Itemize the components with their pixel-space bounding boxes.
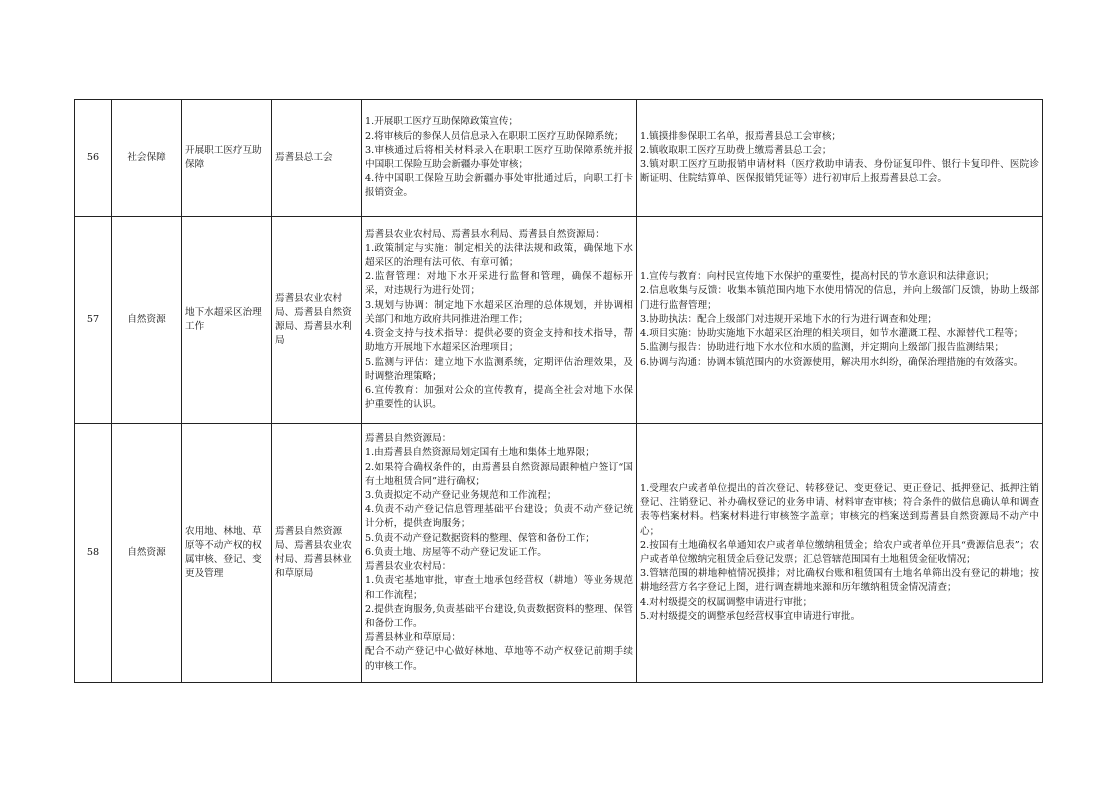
text-line: 6.负责土地、房屋等不动产登记发证工作。	[365, 546, 547, 558]
table-row	[75, 424, 1043, 683]
text-line: 3.管辖范围的耕地种植情况摸排；对比确权台账和租赁国有土地名单筛出没有登记的耕地；按耕地经营方名字登记上图，进行调查耕地来源和历年缴纳租赁金情况清查；	[640, 568, 1039, 594]
responsible-unit-cell: 焉耆县总工会	[272, 100, 362, 217]
text-line: 1.政策制定与实施：制定相关的法律法规和政策，确保地下水超采区的治理有法可依、有章可循；	[365, 242, 633, 269]
text-line: 5.对村级提交的调整承包经营权事宜申请进行审批。	[640, 610, 861, 622]
text-line: 1.镇摸排参保职工名单，报焉耆县总工会审核；	[640, 130, 842, 142]
text-line: 焉耆县林业和草原局：	[365, 632, 461, 644]
text-line: 4.待中国职工保险互助会新疆办事处审批通过后，向职工打卡报销资金。	[365, 173, 633, 199]
text-line: 1.受理农户或者单位提出的首次登记、转移登记、变更登记、更正登记、抵押登记、抵押注销登记、注销登记、补办确权登记的业务申请、材料审查审核；符合条件的做信息确认单和调查表等档案材料。档案材料进行审核签字盖章；审核完的档案送到焉耆县自然资源局不动产中心；	[640, 482, 1039, 537]
department-duties-cell	[362, 100, 637, 217]
text-line: 1.负责宅基地审批，审查土地承包经营权（耕地）等业务规范和工作流程；	[365, 575, 633, 601]
text-line: 焉耆县农业农村局、焉耆县水利局、焉耆县自然资源局：	[365, 228, 605, 240]
responsible-unit-cell: 焉耆县农业农村局、焉耆县自然资源局、焉耆县水利局	[272, 217, 362, 424]
table-row	[75, 217, 1043, 424]
text-line: 3.负责拟定不动产登记业务规范和工作流程；	[365, 490, 557, 502]
text-line: 5.监测与报告：协助进行地下水水位和水质的监测，并定期向上级部门报告监测结果；	[640, 342, 1005, 354]
table-row	[75, 100, 1043, 217]
text-line: 3.镇对职工医疗互助报销申请材料（医疗救助申请表、身份证复印件、银行卡复印件、医院诊断证明、住院结算单、医保报销凭证等）进行初审后上报焉耆县总工会。	[640, 159, 1039, 185]
text-line: 1.宣传与教育：向村民宣传地下水保护的重要性，提高村民的节水意识和法律意识；	[640, 271, 995, 283]
text-line: 配合不动产登记中心做好林地、草地等不动产权登记前期手续的审核工作。	[365, 646, 633, 672]
text-line: 4.资金支持与技术指导：提供必要的资金支持和技术指导，帮助地方开展地下水超采区治理项目；	[365, 328, 633, 354]
text-line: 2.提供查询服务,负责基础平台建设,负责数据资料的整理、保管和备份工作。	[365, 603, 633, 629]
item-cell: 开展职工医疗互助保障	[182, 100, 272, 217]
responsible-unit-cell: 焉耆县自然资源局、焉耆县农业农村局、焉耆县林业和草原局	[272, 424, 362, 683]
item-cell: 农用地、林地、草原等不动产权的权属审核、登记、变更及管理	[182, 424, 272, 683]
text-line: 3.规划与协调：制定地下水超采区治理的总体规划，并协调相关部门和地方政府共同推进治理工作；	[365, 299, 633, 325]
text-line: 焉耆县自然资源局：	[365, 433, 452, 445]
text-line: 2.信息收集与反馈：收集本镇范围内地下水使用情况的信息，并向上级部门反馈，协助上级部门进行监督管理；	[640, 285, 1039, 311]
row-number: 58	[75, 424, 112, 683]
row-number: 57	[75, 217, 112, 424]
text-line: 4.对村级提交的权属调整申请进行审批；	[640, 596, 813, 608]
text-line: 焉耆县农业农村局：	[365, 561, 452, 573]
text-line: 6.协调与沟通：协调本镇范围内的水资源使用，解决用水纠纷，确保治理措施的有效落实。	[640, 356, 1024, 368]
category-cell: 自然资源	[112, 424, 182, 683]
town-duties-cell	[637, 424, 1043, 683]
town-duties-cell	[637, 100, 1043, 217]
text-line: 2.监督管理：对地下水开采进行监督和管理，确保不超标开采，对违规行为进行处罚；	[365, 271, 633, 297]
item-cell: 地下水超采区治理工作	[182, 217, 272, 424]
text-line: 1.由焉耆县自然资源局划定国有土地和集体土地界限；	[365, 447, 595, 459]
text-line: 6.宣传教育：加强对公众的宣传教育，提高全社会对地下水保护重要性的认识。	[365, 384, 633, 411]
text-line: 4.负责不动产登记信息管理基础平台建设；负责不动产登记统计分析，提供查询服务；	[365, 504, 633, 530]
text-line: 2.按国有土地确权名单通知农户或者单位缴纳租赁金；给农户或者单位开具“费源信息表”；农户或者单位缴纳完租赁金后登记发票；汇总管辖范围国有土地租赁金征收情况；	[640, 539, 1039, 565]
text-line: 3.审核通过后将相关材料录入在职职工医疗互助保障系统并报中国职工保险互助会新疆办事处审核；	[365, 144, 633, 170]
text-line: 3.协助执法：配合上级部门对违规开采地下水的行为进行调查和处理；	[640, 313, 937, 325]
text-line: 5.负责不动产登记数据资料的整理、保管和备份工作；	[365, 532, 595, 544]
row-number: 56	[75, 100, 112, 217]
text-line: 2.镇收取职工医疗互助费上缴焉耆县总工会；	[640, 144, 832, 156]
department-duties-cell	[362, 424, 637, 683]
text-line: 2.如果符合确权条件的，由焉耆县自然资源局跟种植户签订“国有土地租赁合同”进行确权；	[365, 461, 633, 487]
text-line: 1.开展职工医疗互助保障政策宣传；	[365, 116, 519, 128]
text-line: 4.项目实施：协助实施地下水超采区治理的相关项目，如节水灌溉工程、水源替代工程等；	[640, 328, 1024, 340]
text-line: 2.将审核后的参保人员信息录入在职职工医疗互助保障系统；	[365, 130, 624, 142]
text-line: 5.监测与评估：建立地下水监测系统，定期评估治理效果，及时调整治理策略；	[365, 356, 633, 382]
category-cell: 社会保障	[112, 100, 182, 217]
department-duties-cell	[362, 217, 637, 424]
duty-list-table	[74, 99, 1043, 683]
category-cell: 自然资源	[112, 217, 182, 424]
town-duties-cell	[637, 217, 1043, 424]
